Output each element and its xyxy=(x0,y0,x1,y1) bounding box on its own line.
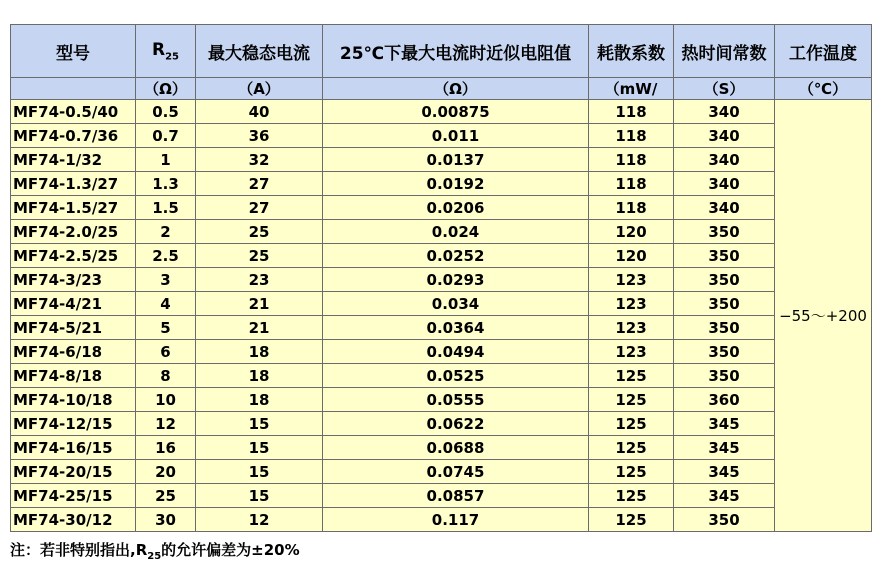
unit-time-constant: （S） xyxy=(674,78,775,100)
cell-dissipation: 125 xyxy=(589,388,674,412)
cell-r25: 1 xyxy=(136,148,196,172)
cell-dissipation: 123 xyxy=(589,292,674,316)
cell-resistance: 0.0364 xyxy=(323,316,589,340)
cell-model: MF74-2.0/25 xyxy=(11,220,136,244)
cell-time-constant: 345 xyxy=(674,436,775,460)
footnote-subscript: 25 xyxy=(147,551,162,562)
cell-current: 15 xyxy=(196,412,323,436)
unit-r25: （Ω） xyxy=(136,78,196,100)
cell-time-constant: 345 xyxy=(674,484,775,508)
footnote-prefix: 注：若非特别指出,R xyxy=(10,541,148,559)
cell-dissipation: 123 xyxy=(589,316,674,340)
cell-resistance: 0.0192 xyxy=(323,172,589,196)
cell-current: 15 xyxy=(196,436,323,460)
cell-current: 15 xyxy=(196,460,323,484)
cell-time-constant: 360 xyxy=(674,388,775,412)
cell-model: MF74-3/23 xyxy=(11,268,136,292)
cell-model: MF74-2.5/25 xyxy=(11,244,136,268)
cell-current: 15 xyxy=(196,484,323,508)
cell-resistance: 0.0252 xyxy=(323,244,589,268)
cell-time-constant: 345 xyxy=(674,412,775,436)
cell-dissipation: 120 xyxy=(589,220,674,244)
cell-temperature-range: −55～+200 xyxy=(775,100,872,532)
table-row xyxy=(11,220,872,244)
cell-current: 21 xyxy=(196,292,323,316)
table-row xyxy=(11,292,872,316)
cell-resistance: 0.117 xyxy=(323,508,589,532)
cell-current: 40 xyxy=(196,100,323,124)
cell-dissipation: 118 xyxy=(589,148,674,172)
cell-resistance: 0.0555 xyxy=(323,388,589,412)
table-row xyxy=(11,340,872,364)
cell-resistance: 0.0137 xyxy=(323,148,589,172)
cell-time-constant: 340 xyxy=(674,172,775,196)
cell-time-constant: 350 xyxy=(674,508,775,532)
cell-dissipation: 125 xyxy=(589,508,674,532)
cell-time-constant: 345 xyxy=(674,460,775,484)
table-row xyxy=(11,244,872,268)
cell-time-constant: 350 xyxy=(674,340,775,364)
cell-r25: 16 xyxy=(136,436,196,460)
units-row xyxy=(11,78,872,100)
cell-current: 32 xyxy=(196,148,323,172)
table-row xyxy=(11,100,872,124)
cell-current: 18 xyxy=(196,340,323,364)
cell-r25: 2.5 xyxy=(136,244,196,268)
table-row xyxy=(11,388,872,412)
header-dissipation: 耗散系数 xyxy=(589,25,674,78)
cell-model: MF74-0.5/40 xyxy=(11,100,136,124)
cell-model: MF74-8/18 xyxy=(11,364,136,388)
cell-dissipation: 125 xyxy=(589,460,674,484)
cell-time-constant: 350 xyxy=(674,316,775,340)
cell-model: MF74-12/15 xyxy=(11,412,136,436)
cell-model: MF74-0.7/36 xyxy=(11,124,136,148)
cell-r25: 5 xyxy=(136,316,196,340)
cell-time-constant: 340 xyxy=(674,148,775,172)
header-time-constant: 热时间常数 xyxy=(674,25,775,78)
cell-model: MF74-1.5/27 xyxy=(11,196,136,220)
cell-r25: 0.5 xyxy=(136,100,196,124)
table-row xyxy=(11,268,872,292)
cell-dissipation: 123 xyxy=(589,268,674,292)
cell-r25: 1.3 xyxy=(136,172,196,196)
table-row xyxy=(11,148,872,172)
table-row xyxy=(11,124,872,148)
cell-model: MF74-30/12 xyxy=(11,508,136,532)
header-r25-symbol: R xyxy=(151,39,166,60)
cell-dissipation: 118 xyxy=(589,100,674,124)
cell-r25: 12 xyxy=(136,412,196,436)
cell-dissipation: 123 xyxy=(589,340,674,364)
spec-table xyxy=(10,24,872,532)
cell-time-constant: 340 xyxy=(674,100,775,124)
header-row xyxy=(11,25,872,78)
cell-current: 18 xyxy=(196,388,323,412)
cell-current: 27 xyxy=(196,196,323,220)
cell-time-constant: 350 xyxy=(674,292,775,316)
cell-model: MF74-20/15 xyxy=(11,460,136,484)
header-resistance: 25℃下最大电流时近似电阻值 xyxy=(323,25,589,78)
cell-time-constant: 350 xyxy=(674,268,775,292)
cell-model: MF74-10/18 xyxy=(11,388,136,412)
cell-model: MF74-25/15 xyxy=(11,484,136,508)
table-row xyxy=(11,316,872,340)
cell-model: MF74-6/18 xyxy=(11,340,136,364)
header-r25-subscript: 25 xyxy=(165,51,179,63)
cell-r25: 20 xyxy=(136,460,196,484)
cell-current: 25 xyxy=(196,244,323,268)
cell-current: 21 xyxy=(196,316,323,340)
cell-dissipation: 125 xyxy=(589,412,674,436)
cell-resistance: 0.00875 xyxy=(323,100,589,124)
cell-dissipation: 125 xyxy=(589,436,674,460)
cell-time-constant: 350 xyxy=(674,244,775,268)
cell-current: 23 xyxy=(196,268,323,292)
cell-resistance: 0.0622 xyxy=(323,412,589,436)
cell-resistance: 0.0745 xyxy=(323,460,589,484)
cell-r25: 1.5 xyxy=(136,196,196,220)
cell-r25: 8 xyxy=(136,364,196,388)
cell-resistance: 0.0688 xyxy=(323,436,589,460)
cell-resistance: 0.0857 xyxy=(323,484,589,508)
table-row xyxy=(11,364,872,388)
cell-time-constant: 350 xyxy=(674,364,775,388)
cell-time-constant: 340 xyxy=(674,196,775,220)
table-row xyxy=(11,484,872,508)
unit-resistance: （Ω） xyxy=(323,78,589,100)
header-model: 型号 xyxy=(11,25,136,78)
cell-resistance: 0.024 xyxy=(323,220,589,244)
cell-dissipation: 118 xyxy=(589,172,674,196)
cell-r25: 25 xyxy=(136,484,196,508)
unit-model xyxy=(11,78,136,100)
table-body xyxy=(11,100,872,532)
cell-model: MF74-1/32 xyxy=(11,148,136,172)
cell-current: 27 xyxy=(196,172,323,196)
cell-resistance: 0.0206 xyxy=(323,196,589,220)
cell-model: MF74-5/21 xyxy=(11,316,136,340)
table-row xyxy=(11,436,872,460)
table-row xyxy=(11,460,872,484)
cell-model: MF74-1.3/27 xyxy=(11,172,136,196)
header-max-current: 最大稳态电流 xyxy=(196,25,323,78)
cell-time-constant: 340 xyxy=(674,124,775,148)
cell-time-constant: 350 xyxy=(674,220,775,244)
cell-resistance: 0.0293 xyxy=(323,268,589,292)
footnote-suffix: 的允许偏差为±20% xyxy=(161,541,300,559)
cell-r25: 10 xyxy=(136,388,196,412)
table-row xyxy=(11,196,872,220)
cell-dissipation: 118 xyxy=(589,196,674,220)
cell-resistance: 0.0494 xyxy=(323,340,589,364)
cell-r25: 30 xyxy=(136,508,196,532)
cell-dissipation: 125 xyxy=(589,364,674,388)
cell-current: 25 xyxy=(196,220,323,244)
cell-model: MF74-16/15 xyxy=(11,436,136,460)
cell-dissipation: 118 xyxy=(589,124,674,148)
cell-current: 12 xyxy=(196,508,323,532)
unit-max-current: （A） xyxy=(196,78,323,100)
header-r25 xyxy=(136,25,196,78)
cell-dissipation: 120 xyxy=(589,244,674,268)
header-temperature: 工作温度 xyxy=(775,25,872,78)
table-row xyxy=(11,412,872,436)
cell-r25: 0.7 xyxy=(136,124,196,148)
cell-model: MF74-4/21 xyxy=(11,292,136,316)
cell-resistance: 0.034 xyxy=(323,292,589,316)
cell-current: 18 xyxy=(196,364,323,388)
table-row xyxy=(11,172,872,196)
cell-r25: 2 xyxy=(136,220,196,244)
cell-dissipation: 125 xyxy=(589,484,674,508)
cell-r25: 6 xyxy=(136,340,196,364)
cell-current: 36 xyxy=(196,124,323,148)
cell-resistance: 0.0525 xyxy=(323,364,589,388)
cell-resistance: 0.011 xyxy=(323,124,589,148)
unit-dissipation: （mW/ xyxy=(589,78,674,100)
unit-temperature: （℃） xyxy=(775,78,872,100)
cell-r25: 3 xyxy=(136,268,196,292)
footnote xyxy=(10,539,300,562)
table-row xyxy=(11,508,872,532)
cell-r25: 4 xyxy=(136,292,196,316)
